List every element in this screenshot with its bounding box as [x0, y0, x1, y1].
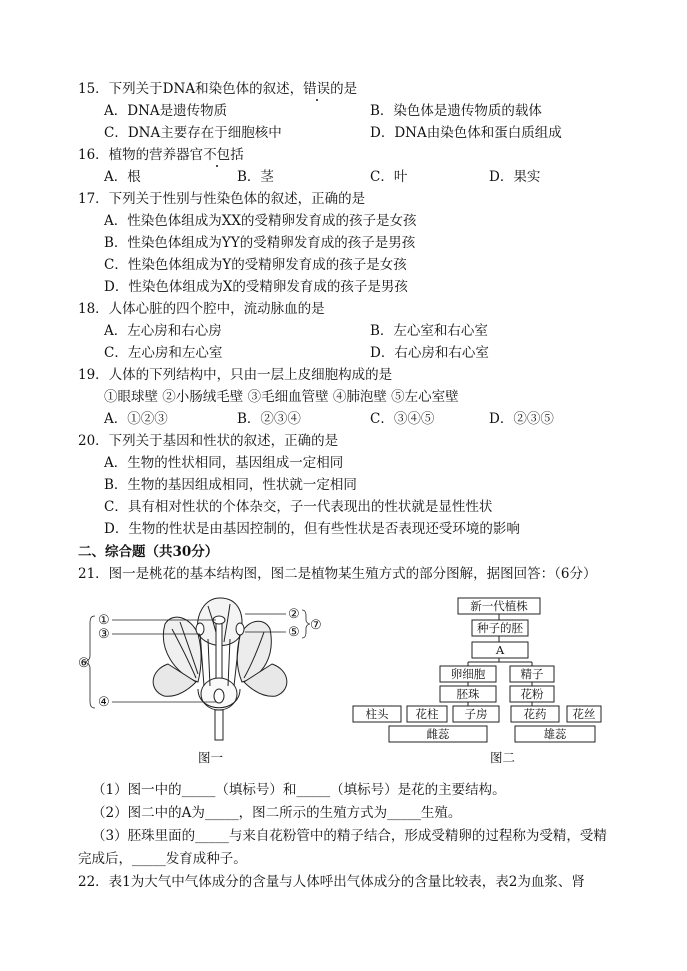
fig2-pollen-text: 花粉 — [520, 687, 544, 701]
q19-option-d: D．②③⑤ — [489, 411, 554, 427]
q18-option-a: A．左心房和右心房 — [104, 323, 222, 339]
flower-anther-left — [196, 623, 204, 635]
fig1-label-6: ⑥ — [78, 656, 90, 671]
fig2-filament-text: 花丝 — [572, 707, 596, 721]
q20-option-a: A．生物的性状相同，基因组成一定相同 — [104, 455, 344, 471]
q17-option-b: B．性染色体组成为YY的受精卵发育成的孩子是男孩 — [104, 235, 416, 251]
fig2-style-text: 花柱 — [415, 707, 439, 721]
q20-option-b: B．生物的基因组成相同，性状就一定相同 — [104, 477, 357, 493]
q15-dotted: 错误 — [303, 81, 331, 97]
figure-1-caption: 图一 — [198, 750, 224, 765]
fig2-egg-text: 卵细胞 — [450, 667, 486, 681]
q20-stem: 20．下列关于基因和性状的叙述，正确的是 — [78, 433, 339, 449]
q16-option-a: A．根 — [104, 169, 141, 185]
q20-option-c: C．具有相对性状的个体杂交，子一代表现出的性状就是显性性状 — [104, 499, 493, 515]
fig2-new-plant-text: 新一代植株 — [470, 599, 528, 613]
fig1-label-3: ③ — [98, 627, 110, 642]
q15-stem: 15．下列关于DNA和染色体的叙述，错误的是 — [78, 81, 358, 97]
q16-option-c: C．叶 — [370, 169, 408, 185]
q15-option-c: C．DNA主要存在于细胞核中 — [104, 125, 282, 141]
fig1-label-7: ⑦ — [310, 618, 322, 633]
q21-sub1: （1）图一中的_____（填标号）和_____（填标号）是花的主要结构。 — [92, 782, 506, 798]
fig2-pistil-text: 雌蕊 — [426, 727, 450, 741]
q18-option-b: B．左心室和右心室 — [370, 323, 488, 339]
q21-stem: 21．图一是桃花的基本结构图，图二是植物某生殖方式的部分图解，据图回答：（6分） — [78, 566, 597, 582]
q15-option-a: A．DNA是遗传物质 — [104, 103, 228, 119]
fig2-ovule-text: 胚珠 — [456, 687, 480, 701]
fig2-stamen-text: 雄蕊 — [543, 727, 567, 741]
fig1-label-1: ① — [98, 613, 110, 628]
q22-stem: 22．表1为大气中气体成分的含量与人体呼出气体成分的含量比较表，表2为血浆、肾 — [78, 874, 585, 890]
q17-option-d: D．性染色体组成为X的受精卵发育成的孩子是男孩 — [104, 279, 408, 295]
fig2-anther-text: 花药 — [523, 707, 547, 721]
q19-option-a: A．①②③ — [104, 411, 168, 427]
figure-2-reproduction-flowchart — [345, 594, 605, 744]
q21-sub3-line1: （3）胚珠里面的_____与来自花粉管中的精子结合，形成受精卵的过程称为受精，受精 — [92, 828, 607, 844]
q19-stem: 19．人体的下列结构中，只由一层上皮细胞构成的是 — [78, 367, 393, 383]
fig2-embryo-text: 种子的胚 — [477, 621, 523, 635]
q16-option-d: D．果实 — [489, 169, 541, 185]
q19-items: ①眼球壁 ②小肠绒毛壁 ③毛细血管壁 ④肺泡壁 ⑤左心室壁 — [104, 389, 459, 405]
flower-ovule — [214, 689, 224, 703]
fig2-ovary-text: 子房 — [464, 707, 488, 721]
figure-2-caption: 图二 — [490, 750, 516, 765]
q18-stem: 18．人体心脏的四个腔中，流动脉血的是 — [78, 301, 325, 317]
q17-option-a: A．性染色体组成为XX的受精卵发育成的孩子是女孩 — [104, 213, 417, 229]
q16-stem: 16．植物的营养器官不包括 — [78, 147, 244, 163]
q18-option-d: D．右心房和右心室 — [370, 345, 489, 361]
figure-1-flower-diagram — [80, 594, 340, 744]
q21-sub2: （2）图二中的A为_____，图二所示的生殖方式为_____生殖。 — [92, 805, 462, 821]
section-heading: 二、综合题（共30分） — [78, 544, 219, 560]
fig2-a-text: A — [495, 643, 505, 657]
fig2-stigma-text: 柱头 — [365, 707, 389, 721]
q17-stem: 17．下列关于性别与性染色体的叙述，正确的是 — [78, 191, 366, 207]
q18-option-c: C．左心房和左心室 — [104, 345, 223, 361]
q21-sub3-line2: 完成后，_____发育成种子。 — [78, 851, 247, 867]
flower-anther-right — [236, 623, 244, 635]
flower-stem — [215, 710, 223, 740]
fig2-sperm-text: 精子 — [520, 667, 544, 681]
q15-option-b: B．染色体是遗传物质的载体 — [370, 103, 542, 119]
q15-option-d: D．DNA由染色体和蛋白质组成 — [370, 125, 562, 141]
q17-option-c: C．性染色体组成为Y的受精卵发育成的孩子是女孩 — [104, 257, 407, 273]
q19-option-b: B．②③④ — [237, 411, 301, 427]
fig1-label-5: ⑤ — [288, 625, 300, 640]
q20-option-d: D．生物的性状是由基因控制的，但有些性状是否表现还受环境的影响 — [104, 521, 520, 537]
fig1-label-2: ② — [288, 607, 300, 622]
q19-option-c: C．③④⑤ — [370, 411, 435, 427]
q16-option-b: B．茎 — [237, 169, 274, 185]
fig1-label-4: ④ — [98, 695, 110, 710]
